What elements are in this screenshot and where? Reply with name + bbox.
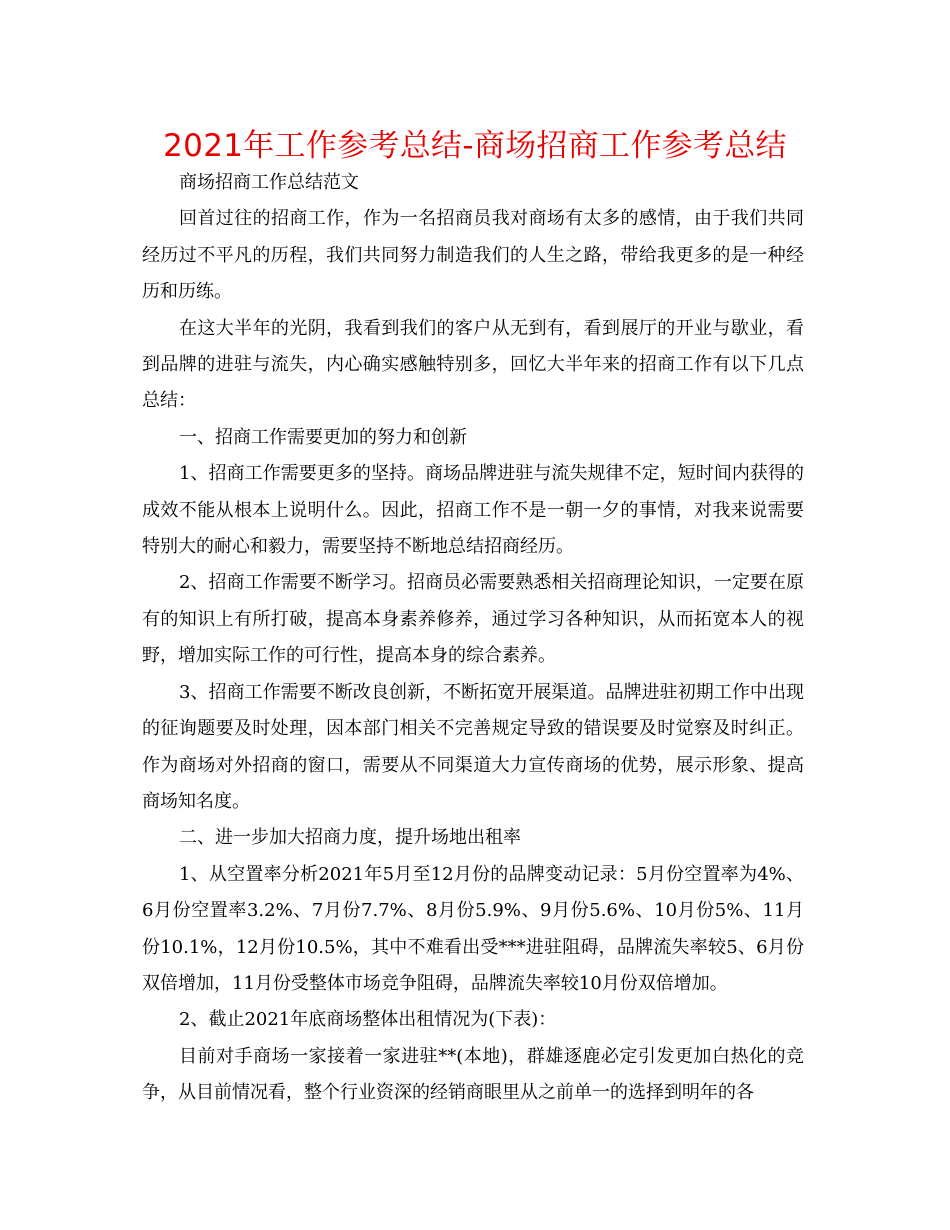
paragraph: 1、招商工作需要更多的坚持。商场品牌进驻与流失规律不定，短时间内获得的成效不能从根本上说明什么。因此，招商工作不是一朝一夕的事情，对我来说需要特别大的耐心和毅力，需要坚持不断地总结招商经历。 xyxy=(142,463,804,558)
section-heading: 二、进一步加大招商力度，提升场地出租率 xyxy=(179,827,521,849)
paragraph: 2、截止2021年底商场整体出租情况为(下表)： xyxy=(179,1009,557,1031)
paragraph: 回首过往的招商工作，作为一名招商员我对商场有太多的感情，由于我们共同经历过不平凡的历程，我们共同努力制造我们的人生之路，带给我更多的是一种经历和历练。 xyxy=(142,208,804,303)
document-body xyxy=(142,165,804,1112)
paragraph: 3、招商工作需要不断改良创新，不断拓宽开展渠道。品牌进驻初期工作中出现的征询题要及时处理，因本部门相关不完善规定导致的错误要及时觉察及时纠正。作为商场对外招商的窗口，需要从不同渠道大力宣传商场的优势，展示形象、提高商场知名度。 xyxy=(142,681,804,812)
document-title: 2021年工作参考总结-商场招商工作参考总结 xyxy=(163,128,787,164)
paragraph-subtitle: 商场招商工作总结范文 xyxy=(179,172,359,193)
paragraph: 2、招商工作需要不断学习。招商员必需要熟悉相关招商理论知识，一定要在原有的知识上有所打破，提高本身素养修养，通过学习各种知识，从而拓宽本人的视野，增加实际工作的可行性，提高本身的综合素养。 xyxy=(142,572,804,667)
paragraph: 1、从空置率分析2021年5月至12月份的品牌变动记录：5月份空置率为4%、6月份空置率3.2%、7月份7.7%、8月份5.9%、9月份5.6%、10月份5%、11月份10.1%，12月份10.5%，其中不难看出受***进驻阻碍，品牌流失率较5、6月份双倍增加，11月份受整体市场竞争阻碍，品牌流失率较10月份双倍增加。 xyxy=(142,863,804,994)
paragraph: 在这大半年的光阴，我看到我们的客户从无到有，看到展厅的开业与歇业，看到品牌的进驻与流失，内心确实感触特别多，回忆大半年来的招商工作有以下几点总结： xyxy=(142,317,804,412)
paragraph: 目前对手商场一家接着一家进驻**(本地)，群雄逐鹿必定引发更加白热化的竞争，从目前情况看，整个行业资深的经销商眼里从之前单一的选择到明年的各 xyxy=(142,1045,804,1104)
section-heading: 一、招商工作需要更加的努力和创新 xyxy=(179,426,467,448)
